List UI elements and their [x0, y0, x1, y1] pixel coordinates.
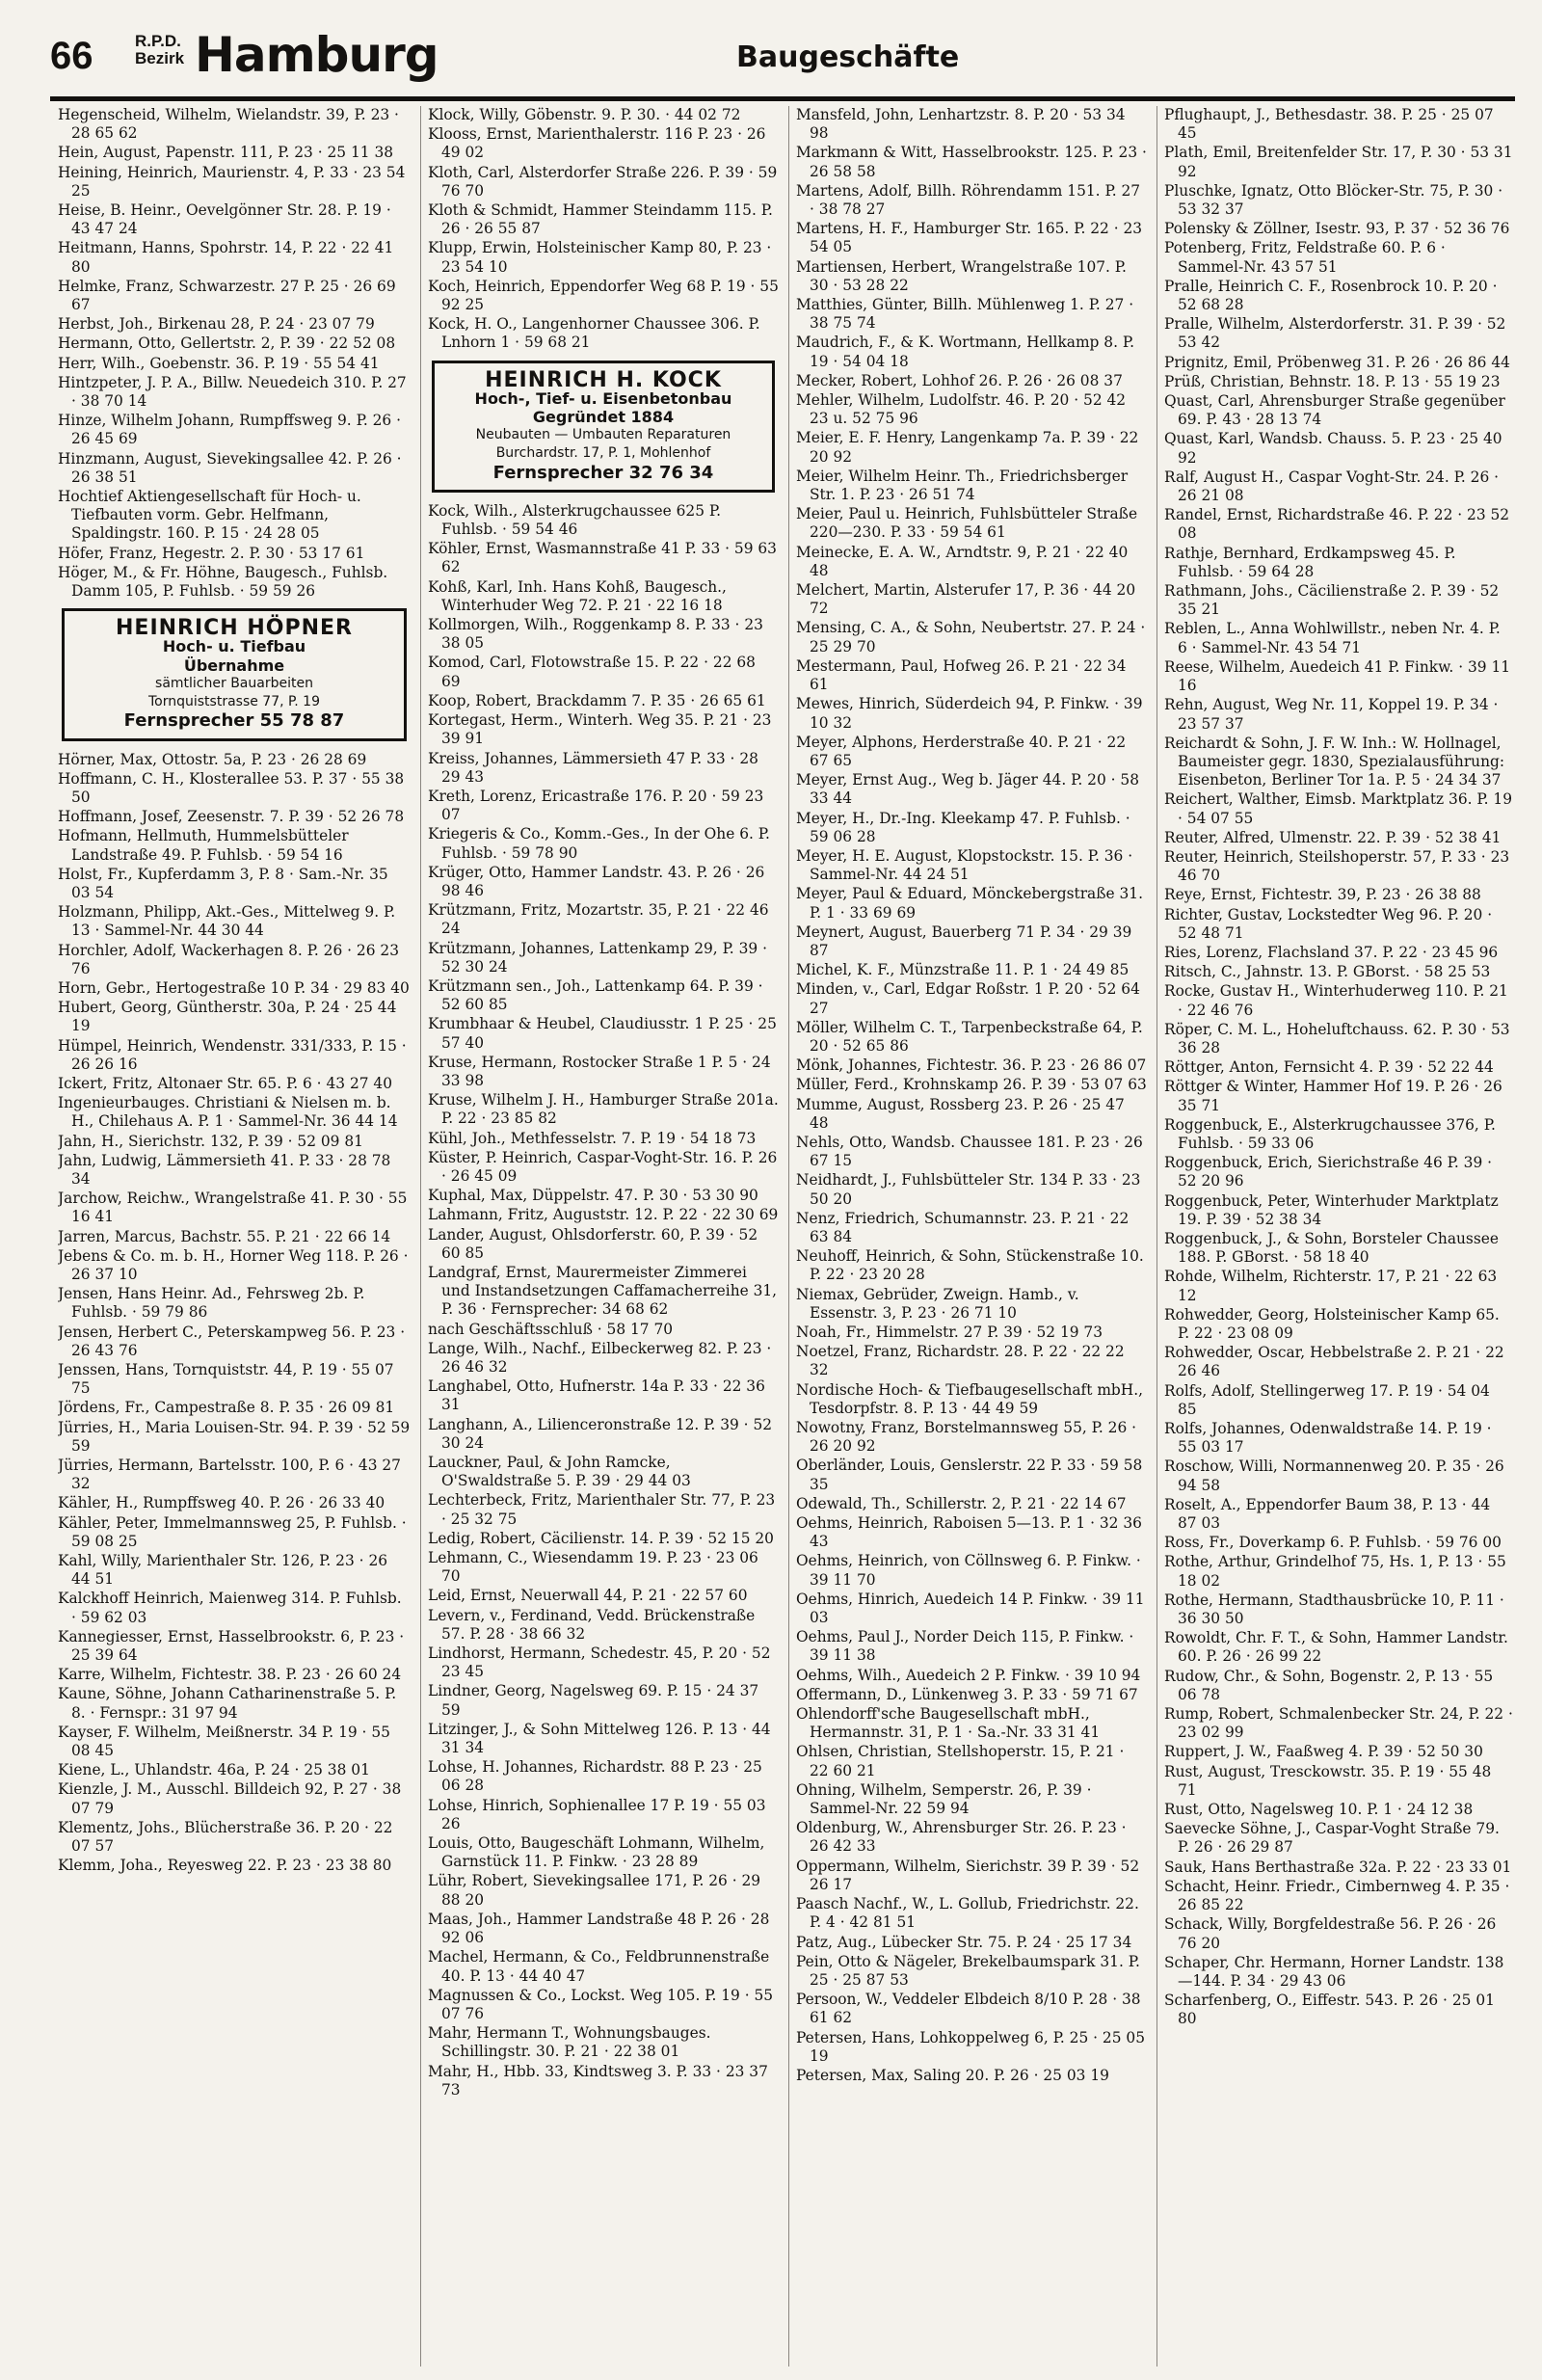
- directory-entry: Oldenburg, W., Ahrensburger Str. 26. P. 23 · 26 42 33: [796, 1819, 1127, 1856]
- directory-entry: Kühl, Joh., Methfesselstr. 7. P. 19 · 54 18 73: [428, 1129, 757, 1147]
- directory-entry: Neidhardt, J., Fuhlsbütteler Str. 134 P. 33 · 23 50 20: [796, 1171, 1141, 1208]
- directory-entry: Hubert, Georg, Güntherstr. 30a, P. 24 · 25 44 19: [58, 999, 397, 1035]
- column-divider: [788, 106, 789, 2367]
- directory-entry: Petersen, Hans, Lohkoppelweg 6, P. 25 · 25 05 19: [796, 2028, 1145, 2065]
- directory-entry: Persoon, W., Veddeler Elbdeich 8/10 P. 28 · 38 61 62: [796, 1991, 1141, 2027]
- directory-entry: Ohlendorff'sche Baugesellschaft mbH., Hermannstr. 31, P. 1 · Sa.-Nr. 33 31 41: [796, 1705, 1101, 1742]
- directory-entry: Leid, Ernst, Neuerwall 44, P. 21 · 22 57 60: [428, 1587, 748, 1605]
- directory-entry: Louis, Otto, Baugeschäft Lohmann, Wilhelm, Garnstück 11. P. Finkw. · 23 28 89: [428, 1834, 765, 1871]
- directory-entry: Meier, E. F. Henry, Langenkamp 7a. P. 39 · 22 20 92: [796, 429, 1139, 466]
- ad-line: Gegründet 1884: [532, 408, 675, 427]
- directory-entry: Lindhorst, Hermann, Schedestr. 45, P. 20 · 52 23 45: [428, 1645, 771, 1681]
- ad-company-name: HEINRICH H. KOCK: [485, 367, 722, 392]
- directory-entry: Lahmann, Fritz, Auguststr. 12. P. 22 · 22 30 69: [428, 1206, 779, 1224]
- directory-entry: Mahr, H., Hbb. 33, Kindtsweg 3. P. 33 · 23 37 73: [428, 2062, 768, 2099]
- directory-entry: Litzinger, J., & Sohn Mittelweg 126. P. 13 · 44 31 34: [428, 1720, 771, 1757]
- directory-entry: Mahr, Hermann T., Wohnungsbauges. Schillingstr. 30. P. 21 · 22 38 01: [428, 2024, 711, 2061]
- directory-entry: Krützmann, Fritz, Mozartstr. 35, P. 21 · 22 46 24: [428, 901, 769, 938]
- directory-entry: Jarren, Marcus, Bachstr. 55. P. 21 · 22 66 14: [58, 1227, 391, 1245]
- directory-entry: Höger, M., & Fr. Höhne, Baugesch., Fuhlsb. Damm 105, P. Fuhlsb. · 59 59 26: [58, 563, 388, 601]
- directory-entry: Machel, Hermann, & Co., Feldbrunnenstraße 40. P. 13 · 44 40 47: [428, 1948, 770, 1985]
- column-4: [1164, 106, 1513, 2367]
- directory-entry: Maas, Joh., Hammer Landstraße 48 P. 26 · 28 92 06: [428, 1910, 770, 1947]
- directory-entry: Röper, C. M. L., Hoheluftchauss. 62. P. 30 · 53 36 28: [1164, 1020, 1510, 1056]
- directory-entry: Kahl, Willy, Marienthaler Str. 126, P. 23 · 26 44 51: [58, 1552, 388, 1589]
- directory-entry: Krützmann sen., Joh., Lattenkamp 64. P. 39 · 52 60 85: [428, 976, 763, 1014]
- directory-entry: Mecker, Robert, Lohhof 26. P. 26 · 26 08 37: [796, 371, 1123, 389]
- directory-entry: Heining, Heinrich, Maurienstr. 4, P. 33 · 23 54 25: [58, 163, 406, 200]
- directory-entry: Lühr, Robert, Sievekingsallee 171, P. 26 · 29 88 20: [428, 1872, 761, 1909]
- directory-entry: Reichert, Walther, Eimsb. Marktplatz 36. P. 19 · 54 07 55: [1164, 790, 1513, 827]
- directory-entry: Jördens, Fr., Campestraße 8. P. 35 · 26 09 81: [58, 1399, 395, 1417]
- section-title: Baugeschäfte: [736, 40, 960, 74]
- directory-entry: Lindner, Georg, Nagelsweg 69. P. 15 · 24 37 59: [428, 1682, 759, 1719]
- directory-entry: Krüger, Otto, Hammer Landstr. 43. P. 26 · 26 98 46: [428, 863, 765, 899]
- directory-entry: Roggenbuck, E., Alsterkrugchaussee 376, P. Fuhlsb. · 59 33 06: [1164, 1115, 1496, 1152]
- directory-entry: Meyer, H., Dr.-Ing. Kleekamp 47. P. Fuhlsb. · 59 06 28: [796, 809, 1130, 845]
- directory-entry: Kloth & Schmidt, Hammer Steindamm 115. P. 26 · 26 55 87: [428, 201, 773, 238]
- directory-entry: Reblen, L., Anna Wohlwillstr., neben Nr. 4. P. 6 · Sammel-Nr. 43 54 71: [1164, 620, 1501, 656]
- directory-entry: Ingenieurbauges. Christiani & Nielsen m. b. H., Chilehaus A. P. 1 · Sammel-Nr. 36 44 14: [58, 1094, 398, 1131]
- directory-entry: Kuphal, Max, Düppelstr. 47. P. 30 · 53 30 90: [428, 1187, 758, 1205]
- directory-entry: Hoffmann, Josef, Zeesenstr. 7. P. 39 · 52 26 78: [58, 808, 405, 826]
- directory-entry: Rohwedder, Georg, Holsteinischer Kamp 65. P. 22 · 23 08 09: [1164, 1305, 1500, 1342]
- directory-entry: Kähler, Peter, Immelmannsweg 25, P. Fuhlsb. · 59 08 25: [58, 1513, 407, 1550]
- ad-phone: Fernsprecher 32 76 34: [492, 462, 714, 483]
- directory-entry: Hegenscheid, Wilhelm, Wielandstr. 39, P. 23 · 28 65 62: [58, 106, 399, 143]
- directory-entry: Ries, Lorenz, Flachsland 37. P. 22 · 23 45 96: [1164, 943, 1499, 961]
- directory-entry: Martens, Adolf, Billh. Röhrendamm 151. P. 27 · 38 78 27: [796, 181, 1141, 219]
- directory-entry: Rowoldt, Chr. F. T., & Sohn, Hammer Landstr. 60. P. 26 · 26 99 22: [1164, 1629, 1508, 1666]
- directory-entry: Meyer, Ernst Aug., Weg b. Jäger 44. P. 20 · 58 33 44: [796, 771, 1139, 808]
- directory-entry: Nowotny, Franz, Borstelmannsweg 55, P. 26 · 26 20 92: [796, 1419, 1137, 1456]
- directory-entry: Rolfs, Johannes, Odenwaldstraße 14. P. 19 · 55 03 17: [1164, 1420, 1492, 1457]
- directory-entry: Mönk, Johannes, Fichtestr. 36. P. 23 · 26 86 07: [796, 1056, 1147, 1075]
- directory-entry: Möller, Wilhelm C. T., Tarpenbeckstraße 64, P. 20 · 52 65 86: [796, 1018, 1143, 1055]
- directory-entry: Rothe, Arthur, Grindelhof 75, Hs. 1, P. 13 · 55 18 02: [1164, 1553, 1506, 1590]
- directory-entry: Meyer, H. E. August, Klopstockstr. 15. P. 36 · Sammel-Nr. 44 24 51: [796, 846, 1133, 884]
- advertisement-box: [62, 608, 407, 740]
- ad-phone: Fernsprecher 55 78 87: [123, 710, 345, 732]
- directory-entry: Hoffmann, C. H., Klosterallee 53. P. 37 · 55 38 50: [58, 769, 405, 806]
- directory-entry: Kreth, Lorenz, Ericastraße 176. P. 20 · 59 23 07: [428, 787, 764, 824]
- directory-entry: Nenz, Friedrich, Schumannstr. 23. P. 21 · 22 63 84: [796, 1209, 1130, 1245]
- directory-entry: Rust, Otto, Nagelsweg 10. P. 1 · 24 12 38: [1164, 1801, 1474, 1819]
- directory-entry: Scharfenberg, O., Eiffestr. 543. P. 26 · 25 01 80: [1164, 1992, 1495, 2028]
- directory-entry: Oehms, Hinrich, Auedeich 14 P. Finkw. · 39 11 03: [796, 1590, 1145, 1627]
- directory-entry: Koop, Robert, Brackdamm 7. P. 35 · 26 65 61: [428, 691, 766, 709]
- directory-entry: Paasch Nachf., W., L. Gollub, Friedrichstr. 22. P. 4 · 42 81 51: [796, 1895, 1139, 1932]
- directory-entry: Roschow, Willi, Normannenweg 20. P. 35 · 26 94 58: [1164, 1457, 1504, 1494]
- directory-entry: Pralle, Heinrich C. F., Rosenbrock 10. P. 20 · 52 68 28: [1164, 277, 1498, 314]
- directory-entry: Levern, v., Ferdinand, Vedd. Brückenstraße 57. P. 28 · 38 66 32: [428, 1606, 756, 1643]
- directory-entry: Ruppert, J. W., Faaßweg 4. P. 39 · 52 50 30: [1164, 1743, 1483, 1761]
- directory-entry: Jebens & Co. m. b. H., Horner Weg 118. P. 26 · 26 37 10: [58, 1246, 409, 1283]
- directory-entry: Kruse, Hermann, Rostocker Straße 1 P. 5 · 24 33 98: [428, 1053, 771, 1089]
- directory-entry: Rathje, Bernhard, Erdkampsweg 45. P. Fuhlsb. · 59 64 28: [1164, 544, 1456, 580]
- directory-entry: Hochtief Aktiengesellschaft für Hoch- u. Tiefbauten vorm. Gebr. Helfmann, Spaldingstr. 160. P. 15 · 24 28 05: [58, 488, 361, 543]
- directory-entry: Klementz, Johs., Blücherstraße 36. P. 20 · 22 07 57: [58, 1818, 393, 1856]
- rpd-district-label: [135, 33, 184, 67]
- directory-entry: Kreiss, Johannes, Lämmersieth 47 P. 33 · 28 29 43: [428, 749, 758, 786]
- directory-entry: Kaune, Söhne, Johann Catharinenstraße 5. P. 8. · Fernspr.: 31 97 94: [58, 1685, 397, 1722]
- directory-entry: Krützmann, Johannes, Lattenkamp 29, P. 39 · 52 30 24: [428, 939, 767, 976]
- directory-entry: Jarchow, Reichw., Wrangelstraße 41. P. 30 · 55 16 41: [58, 1190, 408, 1226]
- directory-entry: Langhabel, Otto, Hufnerstr. 14a P. 33 · 22 36 31: [428, 1377, 765, 1414]
- directory-entry: Jürries, Hermann, Bartelsstr. 100, P. 6 · 43 27 32: [58, 1457, 401, 1493]
- directory-entry: Herr, Wilh., Goebenstr. 36. P. 19 · 55 54 41: [58, 354, 380, 372]
- directory-entry: Kohß, Karl, Inh. Hans Kohß, Baugesch., Winterhuder Weg 72. P. 21 · 22 16 18: [428, 577, 727, 614]
- directory-entry: Kähler, H., Rumpffsweg 40. P. 26 · 26 33 40: [58, 1494, 386, 1512]
- ad-address: Burchardstr. 17, P. 1, Mohlenhof: [495, 445, 711, 462]
- directory-entry: Martens, H. F., Hamburger Str. 165. P. 22 · 23 54 05: [796, 220, 1143, 256]
- directory-entry: nach Geschäftsschluß · 58 17 70: [428, 1320, 674, 1338]
- directory-entry: Herbst, Joh., Birkenau 28, P. 24 · 23 07 79: [58, 315, 375, 334]
- city-title: Hamburg: [195, 27, 439, 83]
- directory-entry: Kruse, Wilhelm J. H., Hamburger Straße 201a. P. 22 · 23 85 82: [428, 1091, 779, 1128]
- directory-entry: Kollmorgen, Wilh., Roggenkamp 8. P. 33 · 23 38 05: [428, 616, 763, 653]
- directory-entry: Oehms, Wilh., Auedeich 2 P. Finkw. · 39 10 94: [796, 1666, 1141, 1684]
- directory-entry: Hofmann, Hellmuth, Hummelsbütteler Landstraße 49. P. Fuhlsb. · 59 54 16: [58, 827, 349, 864]
- directory-entry: Oppermann, Wilhelm, Sierichstr. 39 P. 39 · 52 26 17: [796, 1857, 1140, 1893]
- directory-entry: Hinzmann, August, Sievekingsallee 42. P. 26 · 26 38 51: [58, 449, 402, 486]
- directory-entry: Reichardt & Sohn, J. F. W. Inh.: W. Hollnagel, Baumeister gegr. 1830, Spezialausführung: Eisenbeton, Berliner Tor 1a. P. 5 · 24 34 37: [1164, 734, 1505, 789]
- directory-entry: Langhann, A., Lilienceronstraße 12. P. 39 · 52 30 24: [428, 1415, 773, 1452]
- directory-entry: Lohse, Hinrich, Sophienallee 17 P. 19 · 55 03 26: [428, 1796, 766, 1832]
- directory-entry: Odewald, Th., Schillerstr. 2, P. 21 · 22 14 67: [796, 1494, 1127, 1512]
- directory-entry: Meinecke, E. A. W., Arndtstr. 9, P. 21 · 22 40 48: [796, 543, 1129, 579]
- directory-entry: Kock, H. O., Langenhorner Chaussee 306. P. Lnhorn 1 · 59 68 21: [428, 315, 760, 352]
- directory-entry: Roggenbuck, Peter, Winterhuder Marktplatz 19. P. 39 · 52 38 34: [1164, 1191, 1499, 1228]
- directory-entry: Müller, Ferd., Krohnskamp 26. P. 39 · 53 07 63: [796, 1076, 1147, 1094]
- directory-entry: Lohse, H. Johannes, Richardstr. 88 P. 23 · 25 06 28: [428, 1758, 762, 1795]
- directory-entry: Lechterbeck, Fritz, Marienthaler Str. 77, P. 23 · 25 32 75: [428, 1491, 776, 1528]
- directory-entry: Ohlsen, Christian, Stellshoperstr. 15, P. 21 · 22 60 21: [796, 1743, 1125, 1779]
- directory-entry: Klock, Willy, Göbenstr. 9. P. 30. · 44 02 72: [428, 106, 741, 123]
- directory-entry: Meier, Paul u. Heinrich, Fuhlsbütteler Straße 220—230. P. 33 · 59 54 61: [796, 505, 1138, 542]
- directory-entry: Pralle, Wilhelm, Alsterdorferstr. 31. P. 39 · 52 53 42: [1164, 315, 1506, 352]
- rpd-line-1: R.P.D.: [135, 32, 181, 50]
- directory-entry: Rothe, Hermann, Stadthausbrücke 10, P. 11 · 36 30 50: [1164, 1591, 1504, 1628]
- directory-entry: Randel, Ernst, Richardstraße 46. P. 22 · 23 52 08: [1164, 506, 1510, 543]
- directory-entry: Potenberg, Fritz, Feldstraße 60. P. 6 · Sammel-Nr. 43 57 51: [1164, 239, 1446, 276]
- directory-entry: Markmann & Witt, Hasselbrookstr. 125. P. 23 · 26 58 58: [796, 144, 1147, 180]
- directory-entry: Pflughaupt, J., Bethesdastr. 38. P. 25 · 25 07 45: [1164, 106, 1494, 143]
- directory-entry: Lehmann, C., Wiesendamm 19. P. 23 · 23 06 70: [428, 1549, 758, 1586]
- directory-entry: Jahn, Ludwig, Lämmersieth 41. P. 33 · 28 78 34: [58, 1151, 391, 1188]
- directory-entry: Offermann, D., Lünkenweg 3. P. 33 · 59 71 67: [796, 1685, 1138, 1703]
- directory-entry: Lander, August, Ohlsdorferstr. 60, P. 39 · 52 60 85: [428, 1225, 758, 1262]
- directory-entry: Karre, Wilhelm, Fichtestr. 38. P. 23 · 26 60 24: [58, 1666, 402, 1684]
- directory-entry: Reese, Wilhelm, Auedeich 41 P. Finkw. · 39 11 16: [1164, 657, 1511, 695]
- directory-entry: Kloth, Carl, Alsterdorfer Straße 226. P. 39 · 59 76 70: [428, 163, 778, 200]
- directory-entry: Klooss, Ernst, Marienthalerstr. 116 P. 23 · 26 49 02: [428, 125, 766, 162]
- directory-entry: Röttger & Winter, Hammer Hof 19. P. 26 · 26 35 71: [1164, 1078, 1502, 1114]
- directory-entry: Mewes, Hinrich, Süderdeich 94, P. Finkw. · 39 10 32: [796, 695, 1143, 732]
- directory-entry: Ohning, Wilhelm, Semperstr. 26, P. 39 · Sammel-Nr. 22 59 94: [796, 1780, 1092, 1818]
- directory-entry: Meyer, Paul & Eduard, Mönckebergstraße 31. P. 1 · 33 69 69: [796, 885, 1143, 922]
- directory-entry: Röttger, Anton, Fernsicht 4. P. 39 · 52 22 44: [1164, 1058, 1494, 1077]
- directory-entry: Meyer, Alphons, Herderstraße 40. P. 21 · 22 67 65: [796, 733, 1127, 769]
- directory-entry: Martiensen, Herbert, Wrangelstraße 107. P. 30 · 53 28 22: [796, 257, 1127, 294]
- directory-entry: Schack, Willy, Borgfeldestraße 56. P. 26 · 26 76 20: [1164, 1915, 1497, 1952]
- column-1: [58, 106, 411, 2367]
- directory-entry: Rudow, Chr., & Sohn, Bogenstr. 2, P. 13 · 55 06 78: [1164, 1667, 1494, 1703]
- directory-entry: Mumme, August, Rossberg 23. P. 26 · 25 47 48: [796, 1095, 1125, 1132]
- directory-entry: Ritsch, C., Jahnstr. 13. P. GBorst. · 58 25 53: [1164, 963, 1491, 981]
- directory-entry: Hermann, Otto, Gellertstr. 2, P. 39 · 22 52 08: [58, 334, 396, 353]
- directory-entry: Heitmann, Hanns, Spohrstr. 14, P. 22 · 22 41 80: [58, 239, 394, 276]
- directory-entry: Kriegeris & Co., Komm.-Ges., In der Ohe 6. P. Fuhlsb. · 59 78 90: [428, 825, 770, 862]
- ad-line: Hoch-, Tief- u. Eisenbetonbau: [474, 388, 732, 408]
- directory-entry: Saevecke Söhne, J., Caspar-Voght Straße 79. P. 26 · 26 29 87: [1164, 1820, 1500, 1857]
- directory-entry: Rolfs, Adolf, Stellingerweg 17. P. 19 · 54 04 85: [1164, 1381, 1490, 1418]
- directory-entry: Lange, Wilh., Nachf., Eilbeckerweg 82. P. 23 · 26 46 32: [428, 1339, 772, 1376]
- ad-line: Neubauten — Umbauten Reparaturen: [475, 427, 731, 443]
- directory-entry: Schacht, Heinr. Friedr., Cimbernweg 4. P. 35 · 26 85 22: [1164, 1877, 1510, 1914]
- directory-entry: Landgraf, Ernst, Maurermeister Zimmerei und Instandsetzungen Caffamacherreihe 31, P. 36 · Fernsprecher: 34 68 62: [428, 1263, 778, 1319]
- ad-line: Übernahme: [183, 655, 285, 675]
- directory-entry: Polensky & Zöllner, Isestr. 93, P. 37 · 52 36 76: [1164, 220, 1510, 238]
- ad-address: Tornquiststrasse 77, P. 19: [147, 694, 320, 710]
- directory-entry: Noetzel, Franz, Richardstr. 28. P. 22 · 22 22 32: [796, 1343, 1125, 1379]
- column-3: [796, 106, 1147, 2367]
- directory-entry: Kienzle, J. M., Ausschl. Billdeich 92, P. 27 · 38 07 79: [58, 1780, 402, 1817]
- directory-entry: Sauk, Hans Berthastraße 32a. P. 22 · 23 33 01: [1164, 1858, 1512, 1876]
- directory-entry: Pluschke, Ignatz, Otto Blöcker-Str. 75, P. 30 · 53 32 37: [1164, 181, 1503, 219]
- directory-entry: Roggenbuck, Erich, Sierichstraße 46 P. 39 · 52 20 96: [1164, 1154, 1493, 1190]
- directory-entry: Roselt, A., Eppendorfer Baum 38, P. 13 · 44 87 03: [1164, 1495, 1491, 1533]
- directory-entry: Matthies, Günter, Billh. Mühlenweg 1. P. 27 · 38 75 74: [796, 296, 1134, 333]
- directory-entry: Rohde, Wilhelm, Richterstr. 17, P. 21 · 22 63 12: [1164, 1268, 1498, 1304]
- directory-entry: Niemax, Gebrüder, Zweign. Hamb., v. Essenstr. 3, P. 23 · 26 71 10: [796, 1285, 1079, 1322]
- directory-entry: Holst, Fr., Kupferdamm 3, P. 8 · Sam.-Nr. 35 03 54: [58, 865, 388, 901]
- directory-entry: Hintzpeter, J. P. A., Billw. Neuedeich 310. P. 27 · 38 70 14: [58, 373, 407, 411]
- ad-company-name: HEINRICH HÖPNER: [116, 616, 353, 641]
- page-header: [50, 27, 1515, 101]
- directory-entry: Rocke, Gustav H., Winterhuderweg 110. P. 21 · 22 46 76: [1164, 982, 1508, 1019]
- directory-entry: Helmke, Franz, Schwarzestr. 27 P. 25 · 26 69 67: [58, 277, 396, 314]
- directory-entry: Mestermann, Paul, Hofweg 26. P. 21 · 22 34 61: [796, 656, 1127, 694]
- rpd-line-2: Bezirk: [135, 49, 185, 67]
- directory-entry: Mehler, Wilhelm, Ludolfstr. 46. P. 20 · 52 42 23 u. 52 75 96: [796, 391, 1127, 428]
- directory-entry: Küster, P. Heinrich, Caspar-Voght-Str. 16. P. 26 · 26 45 09: [428, 1148, 778, 1185]
- directory-entry: Rust, August, Tresckowstr. 35. P. 19 · 55 48 71: [1164, 1762, 1492, 1799]
- directory-entry: Prignitz, Emil, Pröbenweg 31. P. 26 · 26 86 44: [1164, 353, 1510, 371]
- directory-entry: Minden, v., Carl, Edgar Roßstr. 1 P. 20 · 52 64 27: [796, 980, 1140, 1017]
- directory-entry: Kayser, F. Wilhelm, Meißnerstr. 34 P. 19 · 55 08 45: [58, 1723, 390, 1760]
- directory-entry: Neuhoff, Heinrich, & Sohn, Stückenstraße 10. P. 22 · 23 20 28: [796, 1247, 1144, 1284]
- directory-entry: Hinze, Wilhelm Johann, Rumpffsweg 9. P. 26 · 26 45 69: [58, 412, 401, 448]
- directory-entry: Klemm, Joha., Reyesweg 22. P. 23 · 23 38 80: [58, 1857, 392, 1875]
- directory-entry: Meier, Wilhelm Heinr. Th., Friedrichsberger Str. 1. P. 23 · 26 51 74: [796, 467, 1129, 504]
- directory-entry: Patz, Aug., Lübecker Str. 75. P. 24 · 25 17 34: [796, 1933, 1132, 1951]
- directory-entry: Mensing, C. A., & Sohn, Neubertstr. 27. P. 24 · 25 29 70: [796, 619, 1146, 655]
- directory-entry: Jahn, H., Sierichstr. 132, P. 39 · 52 09 81: [58, 1132, 363, 1150]
- directory-entry: Reuter, Alfred, Ulmenstr. 22. P. 39 · 52 38 41: [1164, 828, 1502, 846]
- directory-entry: Höfer, Franz, Hegestr. 2. P. 30 · 53 17 61: [58, 544, 365, 562]
- directory-entry: Quast, Carl, Ahrensburger Straße gegenüber 69. P. 43 · 28 13 74: [1164, 392, 1505, 429]
- directory-entry: Hein, August, Papenstr. 111, P. 23 · 25 11 38: [58, 144, 394, 162]
- directory-entry: Jürries, H., Maria Louisen-Str. 94. P. 39 · 52 59 59: [58, 1418, 411, 1455]
- directory-entry: Ickert, Fritz, Altonaer Str. 65. P. 6 · 43 27 40: [58, 1074, 393, 1092]
- directory-entry: Horchler, Adolf, Wackerhagen 8. P. 26 · 26 23 76: [58, 941, 399, 977]
- directory-entry: Hümpel, Heinrich, Wendenstr. 331/333, P. 15 · 26 26 16: [58, 1036, 407, 1073]
- directory-entry: Oehms, Paul J., Norder Deich 115, P. Finkw. · 39 11 38: [796, 1628, 1134, 1665]
- directory-entry: Oberländer, Louis, Genslerstr. 22 P. 33 · 59 58 35: [796, 1457, 1143, 1493]
- directory-entry: Horn, Gebr., Hertogestraße 10 P. 34 · 29 83 40: [58, 978, 410, 997]
- directory-entry: Kock, Wilh., Alsterkrugchaussee 625 P. Fuhlsb. · 59 54 46: [428, 501, 722, 539]
- directory-entry: Richter, Gustav, Lockstedter Weg 96. P. 20 · 52 48 71: [1164, 905, 1493, 942]
- directory-entry: Klupp, Erwin, Holsteinischer Kamp 80, P. 23 · 23 54 10: [428, 239, 772, 276]
- directory-entry: Roggenbuck, J., & Sohn, Borsteler Chaussee 188. P. GBorst. · 58 18 40: [1164, 1229, 1499, 1267]
- ad-line: Hoch- u. Tiefbau: [162, 637, 306, 656]
- directory-entry: Maudrich, F., & K. Wortmann, Hellkamp 8. P. 19 · 54 04 18: [796, 334, 1135, 370]
- directory-entry: Kortegast, Herm., Winterh. Weg 35. P. 21 · 23 39 91: [428, 711, 772, 748]
- directory-entry: Oehms, Heinrich, von Cöllnsweg 6. P. Finkw. · 39 11 70: [796, 1552, 1141, 1589]
- directory-entry: Koch, Heinrich, Eppendorfer Weg 68 P. 19 · 55 92 25: [428, 277, 779, 314]
- directory-entry: Köhler, Ernst, Wasmannstraße 41 P. 33 · 59 63 62: [428, 540, 777, 576]
- directory-entry: Meynert, August, Bauerberg 71 P. 34 · 29 39 87: [796, 923, 1132, 959]
- directory-entry: Rohwedder, Oscar, Hebbelstraße 2. P. 21 · 22 26 46: [1164, 1344, 1504, 1380]
- directory-entry: Holzmann, Philipp, Akt.-Ges., Mittelweg 9. P. 13 · Sammel-Nr. 44 30 44: [58, 903, 396, 940]
- directory-entry: Heise, B. Heinr., Oevelgönner Str. 28. P. 19 · 43 47 24: [58, 201, 391, 238]
- directory-entry: Schaper, Chr. Hermann, Horner Landstr. 138—144. P. 34 · 29 43 06: [1164, 1953, 1504, 1990]
- directory-entry: Hörner, Max, Ottostr. 5a, P. 23 · 26 28 69: [58, 750, 367, 768]
- directory-entry: Komod, Carl, Flotowstraße 15. P. 22 · 22 68 69: [428, 654, 756, 690]
- directory-entry: Rathmann, Johs., Cäcilienstraße 2. P. 39 · 52 35 21: [1164, 582, 1500, 619]
- directory-entry: Rehn, August, Weg Nr. 11, Koppel 19. P. 34 · 23 57 37: [1164, 696, 1499, 733]
- ad-line: sämtlicher Bauarbeiten: [155, 675, 313, 691]
- directory-entry: Reye, Ernst, Fichtestr. 39, P. 23 · 26 38 88: [1164, 886, 1481, 904]
- directory-entry: Plath, Emil, Breitenfelder Str. 17, P. 30 · 53 31 92: [1164, 144, 1513, 180]
- directory-entry: Melchert, Martin, Alsterufer 17, P. 36 · 44 20 72: [796, 581, 1136, 618]
- directory-entry: Quast, Karl, Wandsb. Chauss. 5. P. 23 · 25 40 92: [1164, 430, 1502, 467]
- column-2: [428, 106, 779, 2367]
- directory-entry: Ralf, August H., Caspar Voght-Str. 24. P. 26 · 26 21 08: [1164, 468, 1500, 505]
- directory-entry: Reuter, Heinrich, Steilshoperstr. 57, P. 33 · 23 46 70: [1164, 847, 1510, 885]
- directory-entry: Noah, Fr., Himmelstr. 27 P. 39 · 52 19 73: [796, 1324, 1103, 1341]
- page-number: 66: [50, 35, 93, 77]
- directory-entry: Jensen, Herbert C., Peterskampweg 56. P. 23 · 26 43 76: [58, 1323, 406, 1359]
- directory-entry: Jensen, Hans Heinr. Ad., Fehrsweg 2b. P. Fuhlsb. · 59 79 86: [58, 1285, 365, 1322]
- directory-entry: Rump, Robert, Schmalenbecker Str. 24, P. 22 · 23 02 99: [1164, 1705, 1513, 1742]
- directory-entry: Kalckhoff Heinrich, Maienweg 314. P. Fuhlsb. · 59 62 03: [58, 1590, 402, 1626]
- directory-entry: Pein, Otto & Nägeler, Brekelbaumspark 31. P. 25 · 25 87 53: [796, 1952, 1140, 1989]
- directory-entry: Mansfeld, John, Lenhartzstr. 8. P. 20 · 53 34 98: [796, 106, 1126, 143]
- directory-entry: Magnussen & Co., Lockst. Weg 105. P. 19 · 55 07 76: [428, 1986, 774, 2022]
- directory-entry: Oehms, Heinrich, Raboisen 5—13. P. 1 · 32 36 43: [796, 1514, 1142, 1551]
- directory-entry: Michel, K. F., Münzstraße 11. P. 1 · 24 49 85: [796, 961, 1130, 979]
- directory-entry: Krumbhaar & Heubel, Claudiusstr. 1 P. 25 · 25 57 40: [428, 1015, 777, 1052]
- directory-columns: [58, 106, 1513, 2367]
- column-divider: [1156, 106, 1157, 2367]
- directory-entry: Petersen, Max, Saling 20. P. 26 · 25 03 19: [796, 2066, 1109, 2084]
- directory-entry: Ledig, Robert, Cäcilienstr. 14. P. 39 · 52 15 20: [428, 1529, 774, 1547]
- directory-entry: Kannegiesser, Ernst, Hasselbrookstr. 6, P. 23 · 25 39 64: [58, 1627, 405, 1665]
- directory-entry: Prüß, Christian, Behnstr. 18. P. 13 · 55 19 23: [1164, 372, 1501, 390]
- column-divider: [420, 106, 421, 2367]
- directory-entry: Lauckner, Paul, & John Ramcke, O'Swaldstraße 5. P. 39 · 29 44 03: [428, 1454, 691, 1490]
- directory-entry: Ross, Fr., Doverkamp 6. P. Fuhlsb. · 59 76 00: [1164, 1534, 1502, 1552]
- directory-entry: Nehls, Otto, Wandsb. Chaussee 181. P. 23 · 26 67 15: [796, 1133, 1143, 1170]
- advertisement-box: [432, 361, 775, 493]
- directory-entry: Nordische Hoch- & Tiefbaugesellschaft mbH., Tesdorpfstr. 8. P. 13 · 44 49 59: [796, 1380, 1143, 1417]
- directory-entry: Kiene, L., Uhlandstr. 46a, P. 24 · 25 38 01: [58, 1761, 370, 1779]
- directory-entry: Jenssen, Hans, Tornquiststr. 44, P. 19 · 55 07 75: [58, 1361, 394, 1398]
